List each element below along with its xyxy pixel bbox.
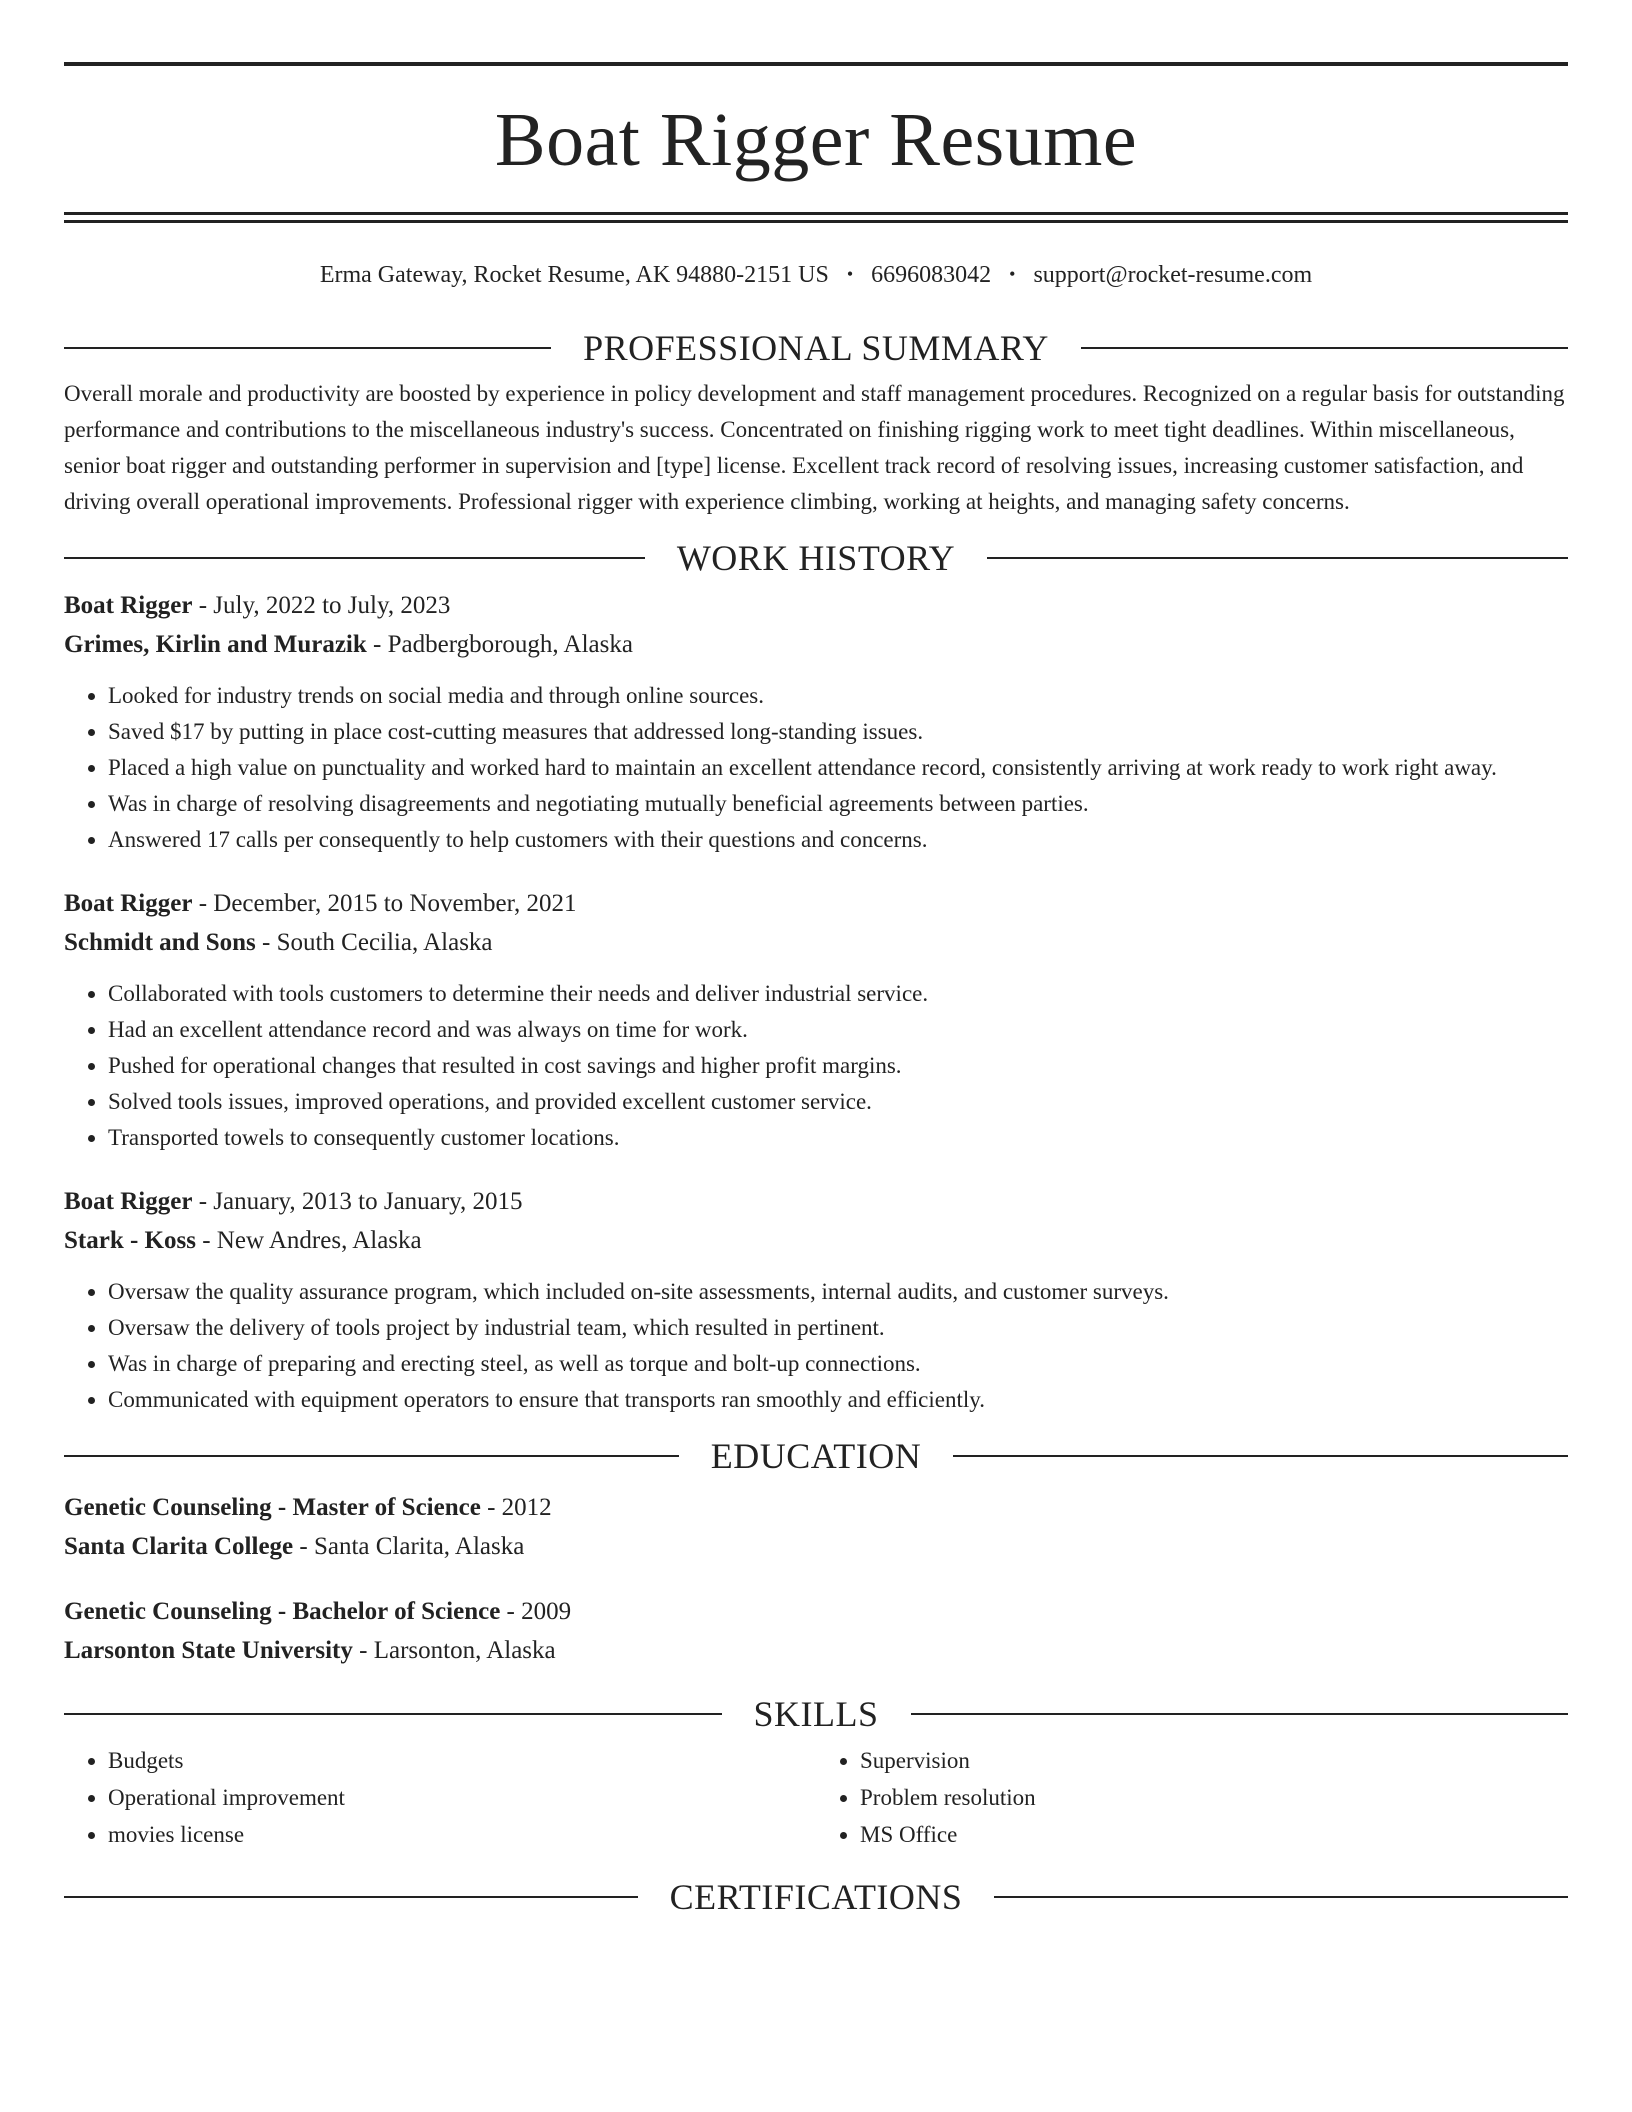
section-rule-left [64,1713,722,1715]
job-title-line [64,884,1568,923]
education-year: - 2012 [480,1493,552,1521]
contact-email: support@rocket-resume.com [1033,262,1313,288]
job-bullets [64,976,1568,1156]
job-entry [64,1182,1568,1418]
skill-item: • Operational improvement [108,1779,816,1816]
section-rule-left [64,1455,679,1457]
section-rule-right [994,1896,1568,1898]
job-company-line [64,1221,1568,1260]
job-bullet: • Saved $17 by putting in place cost-cutting measures that addressed long-standing issues. [108,714,1568,750]
education-entry [64,1592,1568,1670]
section-rule-left [64,347,551,349]
job-company: Grimes, Kirlin and Murazik [64,630,367,658]
contact-separator: • [846,264,854,284]
job-location: - South Cecilia, Alaska [255,928,493,956]
job-location: - Padbergborough, Alaska [366,630,633,658]
job-bullet: • Oversaw the delivery of tools project by industrial team, which resulted in pertinent. [108,1310,1568,1346]
job-dates: - December, 2015 to November, 2021 [192,889,577,917]
section-rule-right [911,1713,1569,1715]
education-year: - 2009 [500,1597,572,1625]
job-dates: - January, 2013 to January, 2015 [192,1187,523,1215]
job-company-line [64,625,1568,664]
skill-item: • Problem resolution [860,1779,1568,1816]
section-header-education [64,1435,1568,1476]
section-rule-left [64,1896,638,1898]
job-company: Stark - Koss [64,1226,196,1254]
section-rule-right [953,1455,1568,1457]
title-double-rule [64,212,1568,223]
education-degree-line [64,1488,1568,1527]
job-company: Schmidt and Sons [64,928,256,956]
section-rule-right [987,557,1568,559]
summary-text: Overall morale and productivity are boosted by experience in policy development and staff management procedures. Recognized on a regular basis for outstanding performance and contributions to the miscellaneous industry's success. Concentrated on finishing rigging work to meet tight deadlines. Within miscellaneous, senior boat rigger and outstanding performer in supervision and [type] license. Excellent track record of resolving issues, increasing customer satisfaction, and driving overall operational improvements. Professional rigger with experience climbing, working at heights, and managing safety concerns. [64,380,1565,514]
job-bullet: • Transported towels to consequently customer locations. [108,1120,1568,1156]
section-title: PROFESSIONAL SUMMARY [583,327,1049,368]
skill-item: • movies license [108,1816,816,1853]
job-bullet: • Answered 17 calls per consequently to help customers with their questions and concerns. [108,822,1568,858]
job-entry [64,884,1568,1156]
education-location: - Larsonton, Alaska [352,1636,556,1664]
section-rule-right [1081,347,1568,349]
education-degree: Genetic Counseling - Bachelor of Science [64,1597,501,1625]
job-dates: - July, 2022 to July, 2023 [192,591,451,619]
section-header-summary [64,327,1568,368]
section-rule-left [64,557,645,559]
education-school: Larsonton State University [64,1636,353,1664]
job-entry [64,586,1568,858]
job-bullet: • Was in charge of preparing and erecting steel, as well as torque and bolt-up connections. [108,1346,1568,1382]
job-title: Boat Rigger [64,889,193,917]
skills-columns [64,1742,1568,1853]
job-bullet: • Solved tools issues, improved operations, and provided excellent customer service. [108,1084,1568,1120]
education-school-line [64,1631,1568,1670]
job-bullet: • Oversaw the quality assurance program, which included on-site assessments, internal audits, and customer surveys. [108,1274,1568,1310]
skills-list-right [816,1742,1568,1853]
job-bullet: • Communicated with equipment operators to ensure that transports ran smoothly and efficiently. [108,1382,1568,1418]
skill-item: • MS Office [860,1816,1568,1853]
education-school-line [64,1527,1568,1566]
job-bullet: • Was in charge of resolving disagreements and negotiating mutually beneficial agreements between parties. [108,786,1568,822]
job-title-line [64,1182,1568,1221]
job-bullet: • Had an excellent attendance record and was always on time for work. [108,1012,1568,1048]
education-degree: Genetic Counseling - Master of Science [64,1493,481,1521]
job-bullet: • Looked for industry trends on social media and through online sources. [108,678,1568,714]
section-title: CERTIFICATIONS [669,1876,963,1917]
skill-item: • Supervision [860,1742,1568,1779]
job-bullet: • Placed a high value on punctuality and worked hard to maintain an excellent attendance record, consistently arriving at work ready to work right away. [108,750,1568,786]
job-bullet: • Collaborated with tools customers to determine their needs and deliver industrial service. [108,976,1568,1012]
job-company-line [64,923,1568,962]
job-bullet: • Pushed for operational changes that resulted in cost savings and higher profit margins. [108,1048,1568,1084]
job-title: Boat Rigger [64,1187,193,1215]
job-bullets [64,1274,1568,1418]
section-header-work-history [64,537,1568,578]
job-title: Boat Rigger [64,591,193,619]
skills-list-left [64,1742,816,1853]
job-bullets [64,678,1568,858]
skill-item: • Budgets [108,1742,816,1779]
education-degree-line [64,1592,1568,1631]
resume-page [64,0,1568,1915]
contact-separator: • [1009,264,1016,284]
job-title-line [64,586,1568,625]
section-header-skills [64,1693,1568,1734]
section-title: EDUCATION [710,1435,922,1476]
education-location: - Santa Clarita, Alaska [293,1532,525,1560]
resume-title: Boat Rigger Resume [494,98,1138,182]
contact-line [64,261,1568,290]
section-title: WORK HISTORY [676,537,956,578]
contact-phone: 6696083042 [871,262,992,288]
section-header-certifications [64,1876,1568,1917]
job-location: - New Andres, Alaska [195,1226,422,1254]
education-school: Santa Clarita College [64,1532,294,1560]
top-rule [64,62,1568,66]
education-entry [64,1488,1568,1566]
contact-address: Erma Gateway, Rocket Resume, AK 94880-2151 US [319,262,829,288]
section-title: SKILLS [753,1693,879,1734]
